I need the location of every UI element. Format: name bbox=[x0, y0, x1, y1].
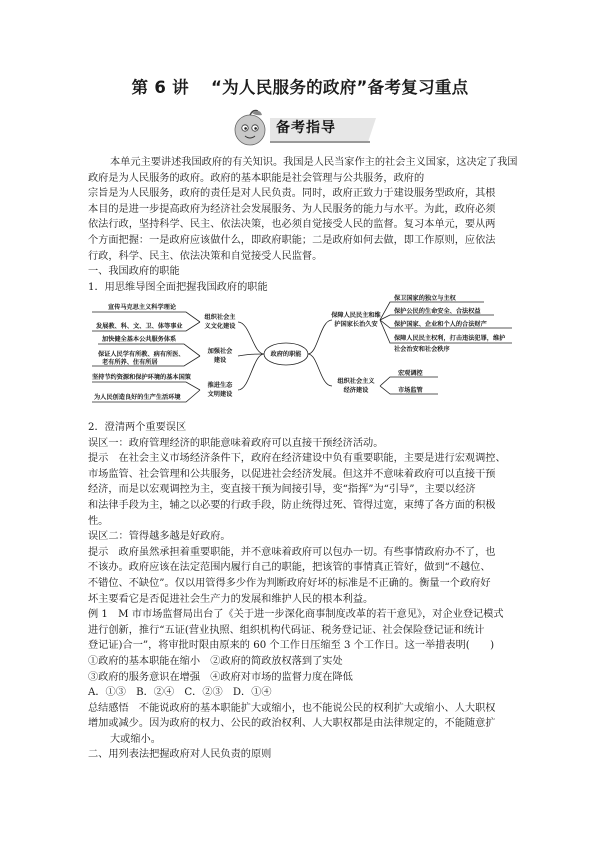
tip-line: 经济，而是以宏观调控为主，变直接干预为间接引导，变“指挥”为“引导”，主要以经济 bbox=[88, 484, 476, 496]
section-heading: 一、我国政府的职能 bbox=[88, 266, 180, 278]
example-line: 进行创新，推行“五证(营业执照、组织机构代码证、税务登记证、社会保险登记证和统计 bbox=[88, 624, 485, 636]
answer-choices: A．①③ B．②④ C．②③ D．①④ bbox=[88, 687, 272, 699]
intro-line: 本目的是进一步提高政府为经济社会发展服务、为人民服务的能力与水平。为此，政府必须 bbox=[88, 203, 496, 215]
mindmap-leaf: 为人民创造良好的生产生活环境 bbox=[94, 394, 181, 401]
tip-line: 不错位、不缺位”。仅以用管得多少作为判断政府好坏的标准是不正确的。衡量一个政府好 bbox=[88, 577, 491, 589]
mindmap-leaf: 宏观调控 bbox=[398, 370, 423, 377]
mindmap-branch: 组织社会主 bbox=[204, 314, 236, 321]
summary-line: 增加或减少。因为政府的权力、公民的政治权利、人大职权都是由法律规定的，不能随意扩 bbox=[88, 718, 496, 730]
intro-line: 行政，科学、民主、依法决策和自觉接受人民监督。 bbox=[88, 250, 323, 262]
tip-line: 不该办。政府应该在法定范围内履行自己的职能，把该管的事情真正管好，做到“不越位、 bbox=[88, 562, 491, 574]
tip-line: 市场监管、社会管理和公共服务，以促进社会经济发展。但这并不意味着政府可以直接干预 bbox=[88, 468, 496, 480]
summary-line: 总结感悟 不能说政府的基本职能扩大或缩小，也不能说公民的权利扩大或缩小、人大职权 bbox=[88, 702, 496, 714]
study-guide-banner bbox=[226, 108, 376, 148]
mindmap-leaf: 坚持节约资源和保护环境的基本国策 bbox=[92, 374, 191, 381]
tip-line: 提示 在社会主义市场经济条件下，政府在经济建设中负有重要职能，主要是进行宏观调控、 bbox=[88, 453, 506, 465]
subsection-heading: 2．澄清两个重要误区 bbox=[88, 422, 187, 433]
mindmap-branch: 文明建设 bbox=[207, 391, 233, 398]
mindmap-leaf: 发展教、科、文、卫、体等事业 bbox=[96, 323, 183, 330]
mindmap-branch: 保障人民民主和维 bbox=[331, 312, 381, 319]
intro-line: 宗旨是为人民服务，政府的责任是对人民负责。同时，政府正致力于建设服务型政府，其根 bbox=[88, 188, 496, 200]
tip-line: 坏主要看它是否促进社会生产力的发展和维护人民的根本利益。 bbox=[88, 593, 374, 605]
page-title bbox=[0, 74, 600, 98]
government-functions-mindmap bbox=[88, 294, 518, 414]
mindmap-leaf: 老有所养、住有所居 bbox=[102, 359, 158, 366]
section-heading: 二、用列表法把握政府对人民负责的原则 bbox=[88, 749, 272, 761]
summary-line: 大或缩小。 bbox=[110, 733, 161, 745]
mindmap-leaf: 保障人民民主权利，打击违法犯罪，维护 bbox=[394, 335, 506, 342]
example-line: 例 1 M 市市场监督局出台了《关于进一步深化商事制度改革的若干意见》，对企业登记模式 bbox=[88, 609, 504, 621]
intro-line: 政府是为人民服务的政府。政府的基本职能是社会管理与公共服务，政府的 bbox=[88, 172, 425, 184]
lecture-number: 第 6 讲 bbox=[131, 78, 189, 97]
option-2: ②政府的简政放权落到了实处 bbox=[210, 655, 343, 667]
mindmap-leaf: 加快健全基本公共服务体系 bbox=[102, 336, 177, 343]
mindmap-branch: 经济建设 bbox=[343, 387, 369, 394]
option-1: ①政府的基本职能在缩小 bbox=[88, 655, 201, 667]
mindmap-leaf: 保卫国家的独立与主权 bbox=[394, 295, 456, 302]
option-row bbox=[88, 654, 518, 670]
mindmap-branch: 义文化建设 bbox=[204, 323, 236, 330]
example-line: 登记证)合一”，将审批时限由原来的 60 个工作日压缩至 3 个工作日。这一举措表明( ) bbox=[88, 640, 495, 652]
mindmap-branch: 护国家长治久安 bbox=[334, 321, 378, 328]
mindmap-leaf: 宣传马克思主义科学理论 bbox=[108, 304, 177, 311]
mindmap-branch: 推进生态 bbox=[207, 382, 233, 389]
option-3: ③政府的服务意识在增强 bbox=[88, 671, 201, 683]
mindmap-leaf: 保护国家、企业和个人的合法财产 bbox=[394, 321, 487, 328]
mindmap-leaf: 保护公民的生命安全、合法权益 bbox=[394, 308, 481, 315]
subsection-heading: 1．用思维导图全面把握我国政府的职能 bbox=[88, 281, 268, 293]
tip-line: 提示 政府虽然承担着重要职能，并不意味着政府可以包办一切。有些事情政府办不了，也 bbox=[88, 546, 496, 558]
myth-statement: 误区二：管得越多越是好政府。 bbox=[88, 531, 231, 543]
lecture-topic: “为人民服务的政府”备考复习重点 bbox=[210, 78, 469, 97]
option-4: ④政府对市场的监督力度在降低 bbox=[210, 671, 353, 683]
option-row bbox=[88, 670, 518, 686]
tip-line: 性。 bbox=[88, 515, 109, 527]
intro-paragraph bbox=[88, 155, 518, 295]
intro-line: 本单元主要讲述我国政府的有关知识。我国是人民当家作主的社会主义国家，这决定了我国 bbox=[110, 157, 518, 168]
tip-line: 和法律手段为主，辅之以必要的行政手段，防止统得过死、管得过宽，束缚了各方面的积极 bbox=[88, 499, 496, 511]
intro-line: 依法行政，坚持科学、民主、依法决策，也必须自觉接受人民的监督。复习本单元，要从两 bbox=[88, 219, 496, 231]
myth-statement: 误区一：政府管理经济的职能意味着政府可以直接干预经济活动。 bbox=[88, 437, 384, 449]
badge-label: 备考指导 bbox=[276, 120, 336, 136]
myth-section bbox=[88, 420, 518, 763]
mindmap-branch: 建设 bbox=[213, 357, 227, 364]
mindmap-branch: 组织社会主义 bbox=[337, 378, 375, 385]
mindmap-leaf: 保证人民学有所教、病有所医、 bbox=[98, 351, 185, 358]
mindmap-leaf: 市场监管 bbox=[398, 387, 423, 394]
mindmap-branch: 加强社会 bbox=[207, 348, 233, 355]
intro-line: 个方面把握：一是政府应该做什么，即政府职能；二是政府如何去做，即工作原则，应依法 bbox=[88, 234, 496, 246]
mindmap-center: 政府的职能 bbox=[270, 351, 302, 358]
mindmap-leaf: 社会治安和社会秩序 bbox=[394, 346, 450, 353]
